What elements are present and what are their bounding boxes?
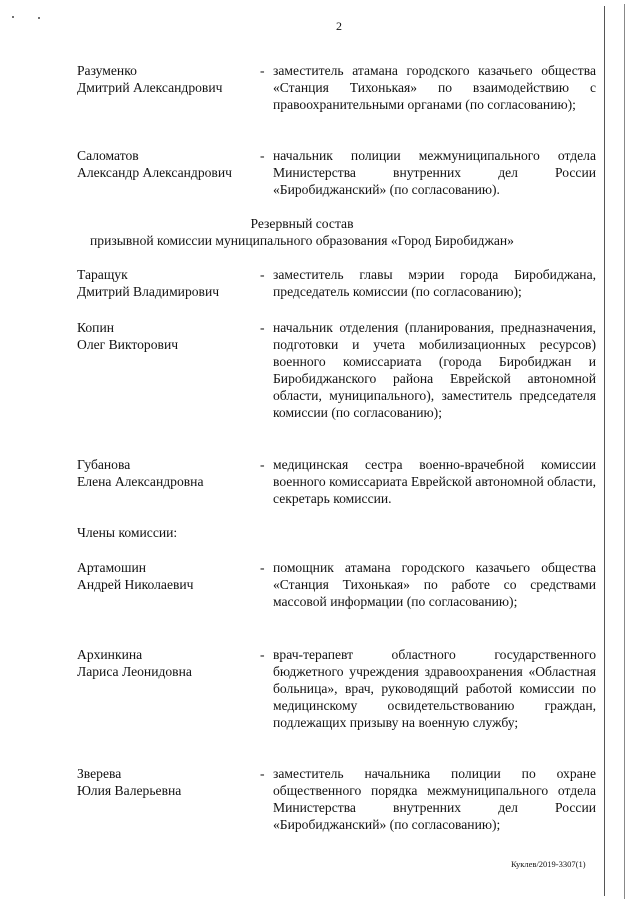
member-name xyxy=(77,456,257,490)
member-role: заместитель начальника полиции по охране общественного порядка межмуниципального отдела Министерства внутренних дел России «Биробиджанский» (по согласованию); xyxy=(273,766,596,832)
entry-dash: - xyxy=(260,766,265,781)
member-given-names: Олег Викторович xyxy=(77,337,179,352)
document-code: Куклев/2019-3307(1) xyxy=(511,859,586,869)
member-entry xyxy=(77,319,596,439)
member-given-names: Дмитрий Александрович xyxy=(77,80,223,95)
member-entry xyxy=(77,62,596,132)
member-given-names: Елена Александровна xyxy=(77,474,204,489)
scan-speck xyxy=(38,17,40,19)
member-given-names: Дмитрий Владимирович xyxy=(77,284,220,299)
entry-dash: - xyxy=(260,320,265,335)
member-name xyxy=(77,646,257,680)
member-name xyxy=(77,319,257,353)
entry-dash: - xyxy=(260,647,265,662)
member-role: помощник атамана городского казачьего общества «Станция Тихонькая» по работе со средствами массовой информации (по согласованию); xyxy=(273,560,596,609)
member-entry xyxy=(77,646,596,750)
member-name xyxy=(77,559,257,593)
member-surname: Артамошин xyxy=(77,560,146,575)
member-name xyxy=(77,147,257,181)
entry-dash: - xyxy=(260,457,265,472)
member-surname: Губанова xyxy=(77,457,131,472)
member-name xyxy=(77,62,257,96)
member-surname: Архинкина xyxy=(77,647,143,662)
member-role: медицинская сестра военно-врачебной комиссии военного комиссариата Еврейской автономной области, секретарь комиссии. xyxy=(273,457,596,506)
member-surname: Зверева xyxy=(77,766,122,781)
entry-dash: - xyxy=(260,267,265,282)
member-entry xyxy=(77,456,596,508)
member-role: врач-терапевт областного государственного бюджетного учреждения здравоохранения «Областная больница», врач, руководящий работой комиссии по медицинскому освидетельствованию граждан, подлежащих призыву на военную службу; xyxy=(273,647,596,730)
entry-dash: - xyxy=(260,148,265,163)
member-surname: Саломатов xyxy=(77,148,139,163)
member-role: заместитель атамана городского казачьего общества «Станция Тихонькая» по взаимодействию с правоохранительными органами (по согласованию); xyxy=(273,63,596,112)
member-role: начальник отделения (планирования, предназначения, подготовки и учета мобилизационных ресурсов) военного комиссариата (города Биробиджан и Биробиджанского района Еврейской автономной области, муниципального), заместитель председателя комиссии (по согласованию); xyxy=(273,320,596,420)
page-edge-line-outer xyxy=(624,4,625,899)
member-surname: Таращук xyxy=(77,267,128,282)
member-entry xyxy=(77,559,596,629)
page-number: 2 xyxy=(336,19,342,33)
scan-speck xyxy=(12,16,14,18)
member-role: начальник полиции межмуниципального отдела Министерства внутренних дел России «Биробиджанский» (по согласованию). xyxy=(273,148,596,197)
member-given-names: Юлия Валерьевна xyxy=(77,783,182,798)
member-name xyxy=(77,765,257,799)
reserve-subtitle: призывной комиссии муниципального образования «Город Биробиджан» xyxy=(90,233,514,248)
members-label: Члены комиссии: xyxy=(77,525,178,540)
member-name xyxy=(77,266,257,300)
entry-dash: - xyxy=(260,560,265,575)
member-given-names: Александр Александрович xyxy=(77,165,232,180)
member-role: заместитель главы мэрии города Биробиджана, председатель комиссии (по согласованию); xyxy=(273,267,596,299)
entry-dash: - xyxy=(260,63,265,78)
member-given-names: Андрей Николаевич xyxy=(77,577,194,592)
page-edge-line xyxy=(604,6,605,896)
reserve-title: Резервный состав xyxy=(250,216,354,231)
member-entry xyxy=(77,147,596,199)
member-surname: Копин xyxy=(77,320,115,335)
member-given-names: Лариса Леонидовна xyxy=(77,664,192,679)
member-surname: Разуменко xyxy=(77,63,137,78)
member-entry xyxy=(77,765,596,835)
member-entry xyxy=(77,266,596,302)
